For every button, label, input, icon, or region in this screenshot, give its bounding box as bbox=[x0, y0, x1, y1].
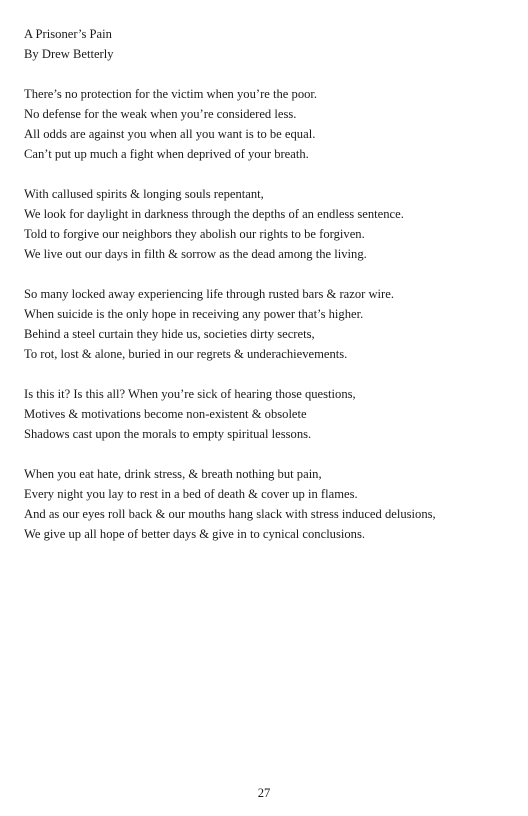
poem-line: No defense for the weak when you’re considered less. bbox=[24, 107, 297, 121]
poem-line: Is this it? Is this all? When you’re sick of hearing those questions, bbox=[24, 387, 356, 401]
stanza-4 bbox=[24, 384, 504, 444]
poem-line: There’s no protection for the victim when you’re the poor. bbox=[24, 87, 318, 101]
stanza-spacer bbox=[24, 364, 504, 384]
poem-line: We give up all hope of better days & give in to cynical conclusions. bbox=[24, 527, 366, 541]
stanza-1 bbox=[24, 84, 504, 164]
stanza-spacer bbox=[24, 64, 504, 84]
poem-line: Told to forgive our neighbors they abolish our rights to be forgiven. bbox=[24, 227, 365, 241]
poem-line: Motives & motivations become non-existent & obsolete bbox=[24, 407, 307, 421]
poem-line: So many locked away experiencing life through rusted bars & razor wire. bbox=[24, 287, 394, 301]
stanza-5 bbox=[24, 464, 504, 544]
poem-line: When suicide is the only hope in receiving any power that’s higher. bbox=[24, 307, 364, 321]
poem-line: And as our eyes roll back & our mouths hang slack with stress induced delusions, bbox=[24, 507, 436, 521]
poem-line: We look for daylight in darkness through the depths of an endless sentence. bbox=[24, 207, 404, 221]
poem-line: All odds are against you when all you want is to be equal. bbox=[24, 127, 316, 141]
poem-line: To rot, lost & alone, buried in our regrets & underachievements. bbox=[24, 347, 348, 361]
poem-line: Shadows cast upon the morals to empty spiritual lessons. bbox=[24, 427, 312, 441]
stanza-2 bbox=[24, 184, 504, 264]
poem-page bbox=[24, 24, 504, 544]
stanza-3 bbox=[24, 284, 504, 364]
poem-title: A Prisoner’s Pain bbox=[24, 27, 112, 41]
poem-line: Every night you lay to rest in a bed of death & cover up in flames. bbox=[24, 487, 358, 501]
stanza-spacer bbox=[24, 164, 504, 184]
poem-line: We live out our days in filth & sorrow as the dead among the living. bbox=[24, 247, 367, 261]
poem-line: When you eat hate, drink stress, & breath nothing but pain, bbox=[24, 467, 322, 481]
stanza-spacer bbox=[24, 444, 504, 464]
poem-line: Behind a steel curtain they hide us, societies dirty secrets, bbox=[24, 327, 315, 341]
poem-line: With callused spirits & longing souls repentant, bbox=[24, 187, 264, 201]
stanza-spacer bbox=[24, 264, 504, 284]
page-number: 27 bbox=[257, 786, 271, 800]
poem-line: Can’t put up much a fight when deprived of your breath. bbox=[24, 147, 309, 161]
poem-author: By Drew Betterly bbox=[24, 47, 114, 61]
